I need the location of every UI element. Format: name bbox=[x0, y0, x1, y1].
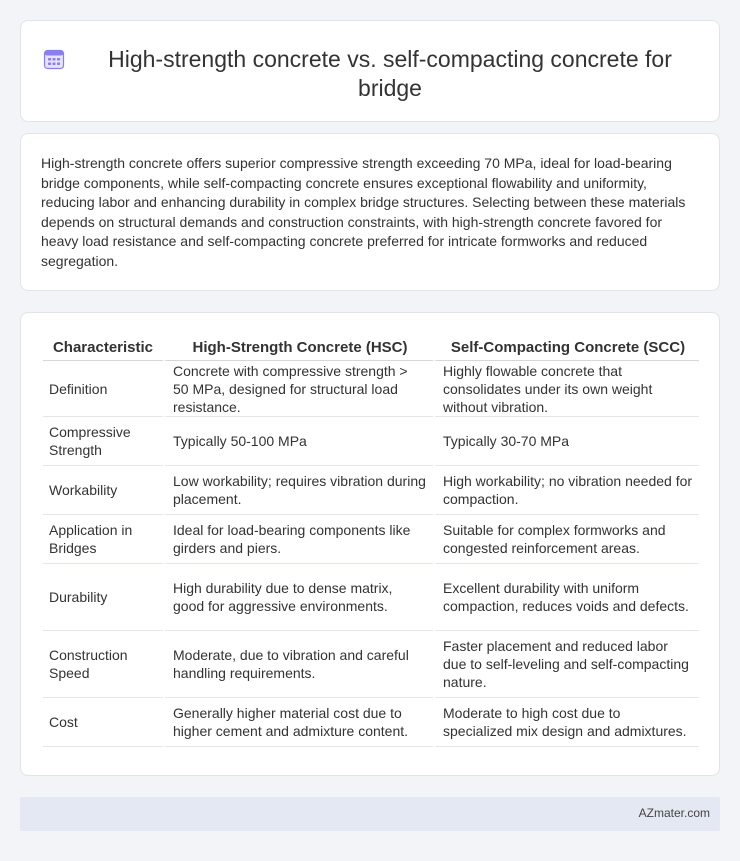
table-row bbox=[43, 466, 699, 515]
hsc-cell: Low workability; requires vibration during placement. bbox=[163, 466, 433, 515]
comparison-card bbox=[20, 312, 720, 776]
table-row bbox=[43, 417, 699, 466]
header-hsc: High-Strength Concrete (HSC) bbox=[163, 335, 433, 361]
table-row bbox=[43, 564, 699, 631]
scc-cell: High workability; no vibration needed for compaction. bbox=[433, 466, 699, 515]
hsc-cell: Typically 50-100 MPa bbox=[163, 417, 433, 466]
scc-cell: Excellent durability with uniform compaction, reduces voids and defects. bbox=[433, 564, 699, 631]
row-label: Compressive Strength bbox=[43, 417, 163, 466]
comparison-table bbox=[43, 335, 699, 747]
row-label: Workability bbox=[43, 466, 163, 515]
table-row bbox=[43, 698, 699, 747]
footer-bar bbox=[20, 797, 720, 831]
row-label: Cost bbox=[43, 698, 163, 747]
table-header-row bbox=[43, 335, 699, 361]
title-card bbox=[20, 20, 720, 122]
row-label: Definition bbox=[43, 361, 163, 417]
page-title: High-strength concrete vs. self-compacting concrete for bridge bbox=[108, 46, 672, 101]
row-label: Durability bbox=[43, 564, 163, 631]
hsc-cell: Moderate, due to vibration and careful handling requirements. bbox=[163, 631, 433, 698]
intro-card bbox=[20, 133, 720, 291]
intro-paragraph: High-strength concrete offers superior compressive strength exceeding 70 MPa, ideal for load-bearing bridge components, while self-compacting concrete ensures exceptional flowability and uniformity, reducing labor and enhancing durability in complex bridge structures. Selecting between these materials depends on structural demands and construction constraints, with high-strength concrete favored for heavy load resistance and self-compacting concrete preferred for intricate formworks and reduced segregation. bbox=[41, 155, 686, 269]
scc-cell: Highly flowable concrete that consolidates under its own weight without vibration. bbox=[433, 361, 699, 417]
row-label: Application in Bridges bbox=[43, 515, 163, 564]
hsc-cell: Concrete with compressive strength > 50 MPa, designed for structural load resistance. bbox=[163, 361, 433, 417]
table-row bbox=[43, 361, 699, 417]
footer-brand-link[interactable]: AZmater.com bbox=[638, 806, 710, 820]
header-characteristic: Characteristic bbox=[43, 335, 163, 361]
header-scc: Self-Compacting Concrete (SCC) bbox=[433, 335, 699, 361]
scc-cell: Suitable for complex formworks and congested reinforcement areas. bbox=[433, 515, 699, 564]
scc-cell: Faster placement and reduced labor due to self-leveling and self-compacting nature. bbox=[433, 631, 699, 698]
table-row bbox=[43, 631, 699, 698]
hsc-cell: Generally higher material cost due to higher cement and admixture content. bbox=[163, 698, 433, 747]
table-row bbox=[43, 515, 699, 564]
hsc-cell: High durability due to dense matrix, good for aggressive environments. bbox=[163, 564, 433, 631]
scc-cell: Typically 30-70 MPa bbox=[433, 417, 699, 466]
scc-cell: Moderate to high cost due to specialized mix design and admixtures. bbox=[433, 698, 699, 747]
row-label: Construction Speed bbox=[43, 631, 163, 698]
hsc-cell: Ideal for load-bearing components like girders and piers. bbox=[163, 515, 433, 564]
